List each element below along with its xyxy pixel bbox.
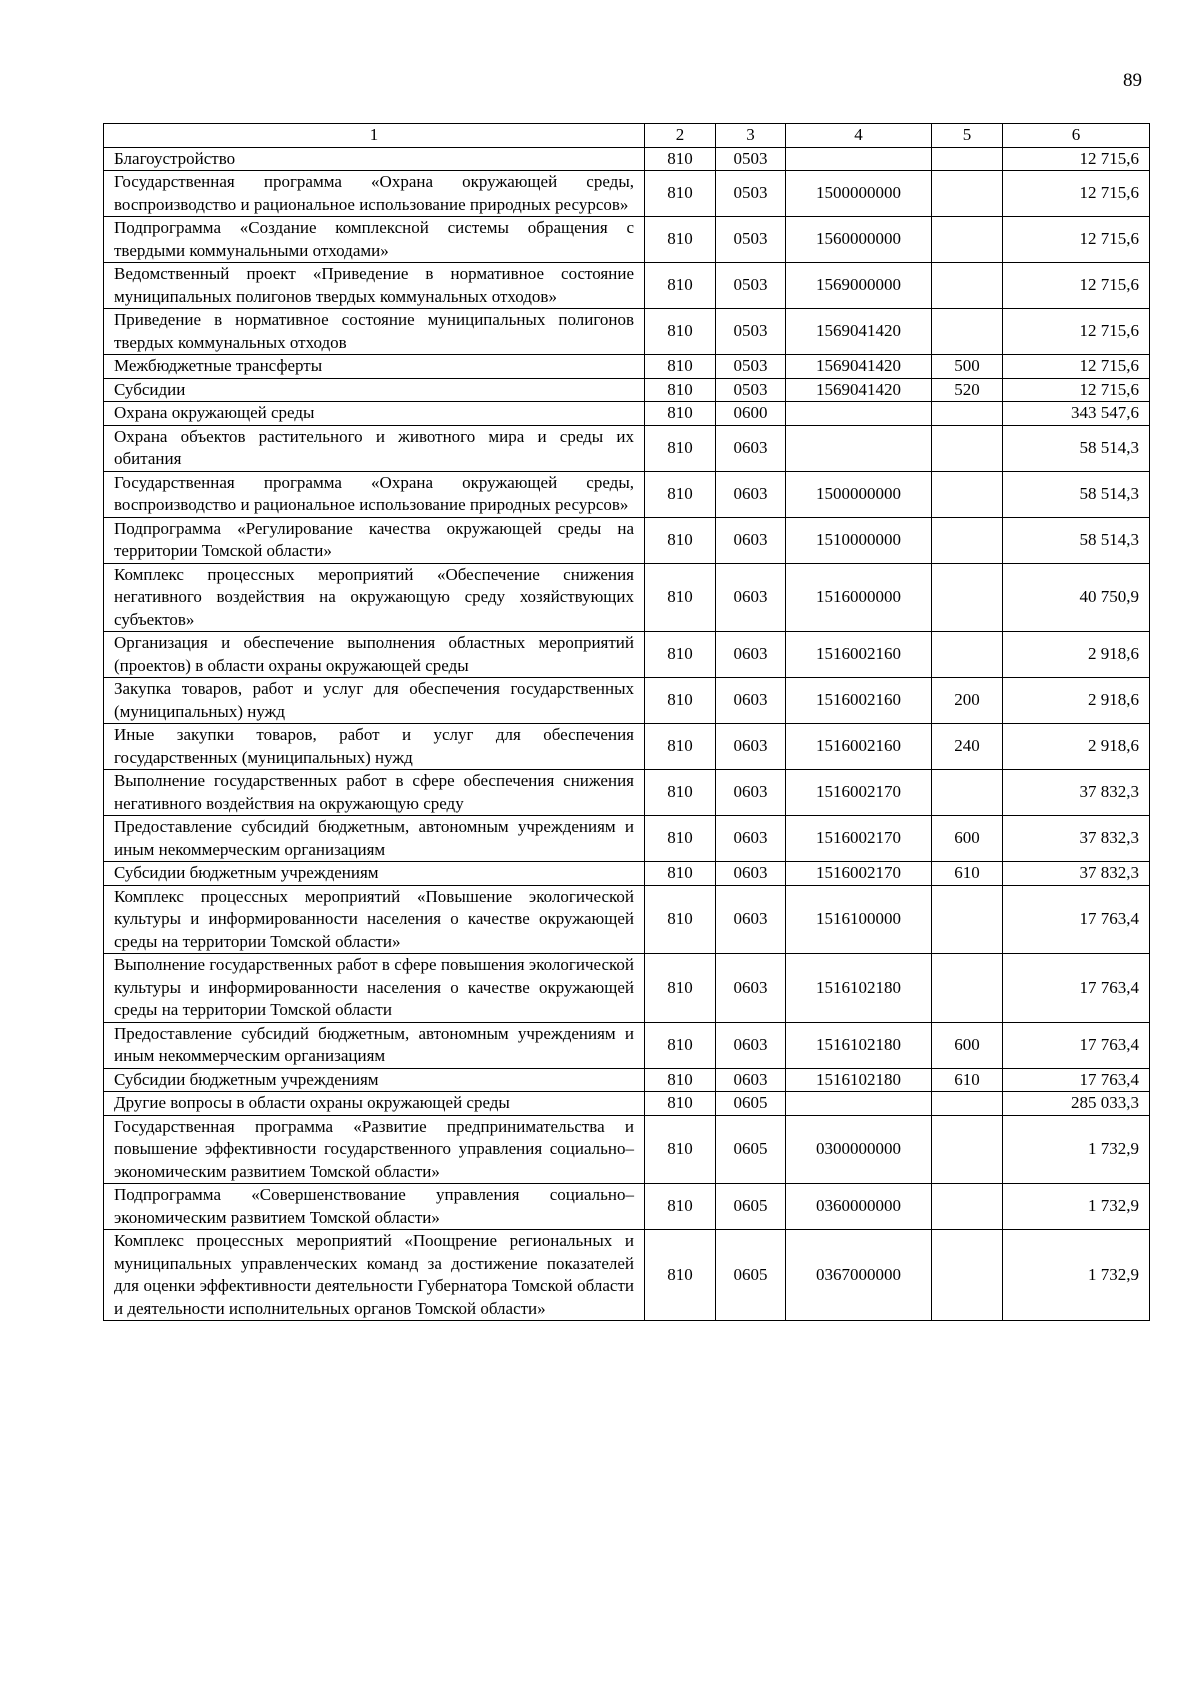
table-row [104, 563, 1150, 632]
amount-cell: 58 514,3 [1003, 471, 1150, 517]
table-row [104, 1092, 1150, 1116]
row-name-cell: Предоставление субсидий бюджетным, автономным учреждениям и иным некоммерческим организациям [104, 1022, 645, 1068]
table-row [104, 309, 1150, 355]
amount-cell: 1 732,9 [1003, 1230, 1150, 1321]
amount-cell: 17 763,4 [1003, 885, 1150, 954]
subsection-code-cell: 0605 [716, 1115, 786, 1184]
section-code-cell: 810 [645, 171, 716, 217]
target-item-cell: 1569041420 [786, 355, 932, 379]
section-code-cell: 810 [645, 1115, 716, 1184]
table-row [104, 147, 1150, 171]
target-item-cell: 1516002170 [786, 816, 932, 862]
row-name-cell: Комплекс процессных мероприятий «Поощрение региональных и муниципальных управленческих команд за достижение показателей для оценки эффективности деятельности Губернатора Томской области и деятельности исполнительных органов Томской области» [104, 1230, 645, 1321]
target-item-cell: 1516000000 [786, 563, 932, 632]
amount-cell: 1 732,9 [1003, 1184, 1150, 1230]
amount-cell: 2 918,6 [1003, 632, 1150, 678]
row-name-cell: Подпрограмма «Создание комплексной системы обращения с твердыми коммунальными отходами» [104, 217, 645, 263]
table-row [104, 355, 1150, 379]
column-header: 6 [1003, 124, 1150, 148]
table-row [104, 1022, 1150, 1068]
amount-cell: 12 715,6 [1003, 147, 1150, 171]
row-name-cell: Охрана объектов растительного и животного мира и среды их обитания [104, 425, 645, 471]
table-row [104, 471, 1150, 517]
target-item-cell: 1516102180 [786, 1068, 932, 1092]
expense-type-cell: 600 [932, 1022, 1003, 1068]
section-code-cell: 810 [645, 263, 716, 309]
expense-type-cell [932, 1230, 1003, 1321]
target-item-cell: 1516100000 [786, 885, 932, 954]
amount-cell: 2 918,6 [1003, 678, 1150, 724]
row-name-cell: Другие вопросы в области охраны окружающей среды [104, 1092, 645, 1116]
table-row [104, 425, 1150, 471]
subsection-code-cell: 0603 [716, 885, 786, 954]
target-item-cell: 0300000000 [786, 1115, 932, 1184]
expense-type-cell [932, 425, 1003, 471]
page-number: 89 [1123, 70, 1142, 91]
amount-cell: 285 033,3 [1003, 1092, 1150, 1116]
table-row [104, 263, 1150, 309]
target-item-cell: 1516002160 [786, 678, 932, 724]
table-row [104, 1230, 1150, 1321]
subsection-code-cell: 0605 [716, 1092, 786, 1116]
subsection-code-cell: 0600 [716, 402, 786, 426]
amount-cell: 37 832,3 [1003, 816, 1150, 862]
row-name-cell: Организация и обеспечение выполнения областных мероприятий (проектов) в области охраны окружающей среды [104, 632, 645, 678]
table-row [104, 378, 1150, 402]
amount-cell: 12 715,6 [1003, 171, 1150, 217]
table-row [104, 724, 1150, 770]
expense-type-cell [932, 1115, 1003, 1184]
subsection-code-cell: 0603 [716, 632, 786, 678]
section-code-cell: 810 [645, 724, 716, 770]
header-row [104, 124, 1150, 148]
row-name-cell: Комплекс процессных мероприятий «Повышение экологической культуры и информированности населения о качестве окружающей среды на территории Томской области» [104, 885, 645, 954]
table-row [104, 954, 1150, 1023]
section-code-cell: 810 [645, 1184, 716, 1230]
expense-type-cell [932, 147, 1003, 171]
section-code-cell: 810 [645, 563, 716, 632]
target-item-cell: 1516102180 [786, 954, 932, 1023]
subsection-code-cell: 0605 [716, 1184, 786, 1230]
subsection-code-cell: 0603 [716, 471, 786, 517]
section-code-cell: 810 [645, 147, 716, 171]
row-name-cell: Субсидии бюджетным учреждениям [104, 862, 645, 886]
row-name-cell: Выполнение государственных работ в сфере обеспечения снижения негативного воздействия на окружающую среду [104, 770, 645, 816]
target-item-cell: 1516002170 [786, 862, 932, 886]
section-code-cell: 810 [645, 1022, 716, 1068]
table-row [104, 816, 1150, 862]
target-item-cell: 1516002160 [786, 632, 932, 678]
amount-cell: 1 732,9 [1003, 1115, 1150, 1184]
expense-type-cell [932, 402, 1003, 426]
amount-cell: 12 715,6 [1003, 263, 1150, 309]
amount-cell: 2 918,6 [1003, 724, 1150, 770]
subsection-code-cell: 0603 [716, 678, 786, 724]
amount-cell: 58 514,3 [1003, 425, 1150, 471]
table-row [104, 517, 1150, 563]
row-name-cell: Выполнение государственных работ в сфере повышения экологической культуры и информированности населения о качестве окружающей среды на территории Томской области [104, 954, 645, 1023]
amount-cell: 37 832,3 [1003, 770, 1150, 816]
subsection-code-cell: 0603 [716, 563, 786, 632]
section-code-cell: 810 [645, 816, 716, 862]
table-body [104, 147, 1150, 1321]
section-code-cell: 810 [645, 862, 716, 886]
expense-type-cell [932, 1092, 1003, 1116]
section-code-cell: 810 [645, 1092, 716, 1116]
subsection-code-cell: 0503 [716, 147, 786, 171]
table-row [104, 171, 1150, 217]
column-header: 4 [786, 124, 932, 148]
amount-cell: 12 715,6 [1003, 378, 1150, 402]
target-item-cell: 1500000000 [786, 471, 932, 517]
section-code-cell: 810 [645, 954, 716, 1023]
section-code-cell: 810 [645, 1068, 716, 1092]
target-item-cell [786, 425, 932, 471]
expense-type-cell: 240 [932, 724, 1003, 770]
row-name-cell: Закупка товаров, работ и услуг для обеспечения государственных (муниципальных) нужд [104, 678, 645, 724]
subsection-code-cell: 0503 [716, 263, 786, 309]
row-name-cell: Межбюджетные трансферты [104, 355, 645, 379]
target-item-cell [786, 1092, 932, 1116]
row-name-cell: Предоставление субсидий бюджетным, автономным учреждениям и иным некоммерческим организациям [104, 816, 645, 862]
row-name-cell: Иные закупки товаров, работ и услуг для обеспечения государственных (муниципальных) нужд [104, 724, 645, 770]
subsection-code-cell: 0503 [716, 171, 786, 217]
target-item-cell [786, 147, 932, 171]
expense-type-cell [932, 471, 1003, 517]
expense-type-cell [932, 885, 1003, 954]
row-name-cell: Охрана окружающей среды [104, 402, 645, 426]
budget-table [103, 123, 1150, 1321]
subsection-code-cell: 0603 [716, 1068, 786, 1092]
subsection-code-cell: 0603 [716, 425, 786, 471]
table-row [104, 678, 1150, 724]
expense-type-cell: 610 [932, 1068, 1003, 1092]
subsection-code-cell: 0603 [716, 517, 786, 563]
expense-type-cell: 610 [932, 862, 1003, 886]
expense-type-cell [932, 263, 1003, 309]
section-code-cell: 810 [645, 402, 716, 426]
section-code-cell: 810 [645, 355, 716, 379]
amount-cell: 37 832,3 [1003, 862, 1150, 886]
expense-type-cell: 500 [932, 355, 1003, 379]
section-code-cell: 810 [645, 632, 716, 678]
subsection-code-cell: 0503 [716, 309, 786, 355]
expense-type-cell [932, 632, 1003, 678]
target-item-cell [786, 402, 932, 426]
column-header: 2 [645, 124, 716, 148]
target-item-cell: 1516102180 [786, 1022, 932, 1068]
expense-type-cell: 600 [932, 816, 1003, 862]
subsection-code-cell: 0503 [716, 355, 786, 379]
row-name-cell: Субсидии бюджетным учреждениям [104, 1068, 645, 1092]
table-row [104, 1184, 1150, 1230]
row-name-cell: Государственная программа «Охрана окружающей среды, воспроизводство и рациональное использование природных ресурсов» [104, 171, 645, 217]
row-name-cell: Ведомственный проект «Приведение в нормативное состояние муниципальных полигонов твердых коммунальных отходов» [104, 263, 645, 309]
target-item-cell: 1569041420 [786, 309, 932, 355]
expense-type-cell: 200 [932, 678, 1003, 724]
table-row [104, 632, 1150, 678]
target-item-cell: 1569000000 [786, 263, 932, 309]
section-code-cell: 810 [645, 770, 716, 816]
column-header: 5 [932, 124, 1003, 148]
column-header: 3 [716, 124, 786, 148]
target-item-cell: 1569041420 [786, 378, 932, 402]
row-name-cell: Государственная программа «Охрана окружающей среды, воспроизводство и рациональное использование природных ресурсов» [104, 471, 645, 517]
section-code-cell: 810 [645, 378, 716, 402]
target-item-cell: 1560000000 [786, 217, 932, 263]
row-name-cell: Приведение в нормативное состояние муниципальных полигонов твердых коммунальных отходов [104, 309, 645, 355]
subsection-code-cell: 0603 [716, 816, 786, 862]
subsection-code-cell: 0603 [716, 954, 786, 1023]
section-code-cell: 810 [645, 1230, 716, 1321]
row-name-cell: Подпрограмма «Регулирование качества окружающей среды на территории Томской области» [104, 517, 645, 563]
table-row [104, 1115, 1150, 1184]
amount-cell: 40 750,9 [1003, 563, 1150, 632]
amount-cell: 17 763,4 [1003, 1022, 1150, 1068]
table-header [104, 124, 1150, 148]
section-code-cell: 810 [645, 885, 716, 954]
amount-cell: 12 715,6 [1003, 309, 1150, 355]
target-item-cell: 1510000000 [786, 517, 932, 563]
amount-cell: 58 514,3 [1003, 517, 1150, 563]
subsection-code-cell: 0603 [716, 770, 786, 816]
row-name-cell: Субсидии [104, 378, 645, 402]
table-row [104, 862, 1150, 886]
table-row [104, 1068, 1150, 1092]
subsection-code-cell: 0603 [716, 1022, 786, 1068]
row-name-cell: Подпрограмма «Совершенствование управления социально–экономическим развитием Томской области» [104, 1184, 645, 1230]
amount-cell: 12 715,6 [1003, 217, 1150, 263]
amount-cell: 17 763,4 [1003, 1068, 1150, 1092]
expense-type-cell [932, 217, 1003, 263]
expense-type-cell [932, 954, 1003, 1023]
expense-type-cell [932, 1184, 1003, 1230]
amount-cell: 343 547,6 [1003, 402, 1150, 426]
table-row [104, 402, 1150, 426]
row-name-cell: Комплекс процессных мероприятий «Обеспечение снижения негативного воздействия на окружающую среду хозяйствующих субъектов» [104, 563, 645, 632]
column-header: 1 [104, 124, 645, 148]
amount-cell: 17 763,4 [1003, 954, 1150, 1023]
expense-type-cell [932, 309, 1003, 355]
target-item-cell: 1516002170 [786, 770, 932, 816]
amount-cell: 12 715,6 [1003, 355, 1150, 379]
section-code-cell: 810 [645, 471, 716, 517]
section-code-cell: 810 [645, 425, 716, 471]
subsection-code-cell: 0603 [716, 862, 786, 886]
table-row [104, 885, 1150, 954]
expense-type-cell [932, 171, 1003, 217]
row-name-cell: Благоустройство [104, 147, 645, 171]
target-item-cell: 0360000000 [786, 1184, 932, 1230]
target-item-cell: 1500000000 [786, 171, 932, 217]
subsection-code-cell: 0605 [716, 1230, 786, 1321]
row-name-cell: Государственная программа «Развитие предпринимательства и повышение эффективности государственного управления социально–экономическим развитием Томской области» [104, 1115, 645, 1184]
subsection-code-cell: 0603 [716, 724, 786, 770]
expense-type-cell [932, 770, 1003, 816]
expense-type-cell [932, 563, 1003, 632]
section-code-cell: 810 [645, 217, 716, 263]
table-row [104, 217, 1150, 263]
subsection-code-cell: 0503 [716, 378, 786, 402]
target-item-cell: 1516002160 [786, 724, 932, 770]
target-item-cell: 0367000000 [786, 1230, 932, 1321]
subsection-code-cell: 0503 [716, 217, 786, 263]
expense-type-cell [932, 517, 1003, 563]
section-code-cell: 810 [645, 309, 716, 355]
section-code-cell: 810 [645, 517, 716, 563]
table-row [104, 770, 1150, 816]
section-code-cell: 810 [645, 678, 716, 724]
expense-type-cell: 520 [932, 378, 1003, 402]
